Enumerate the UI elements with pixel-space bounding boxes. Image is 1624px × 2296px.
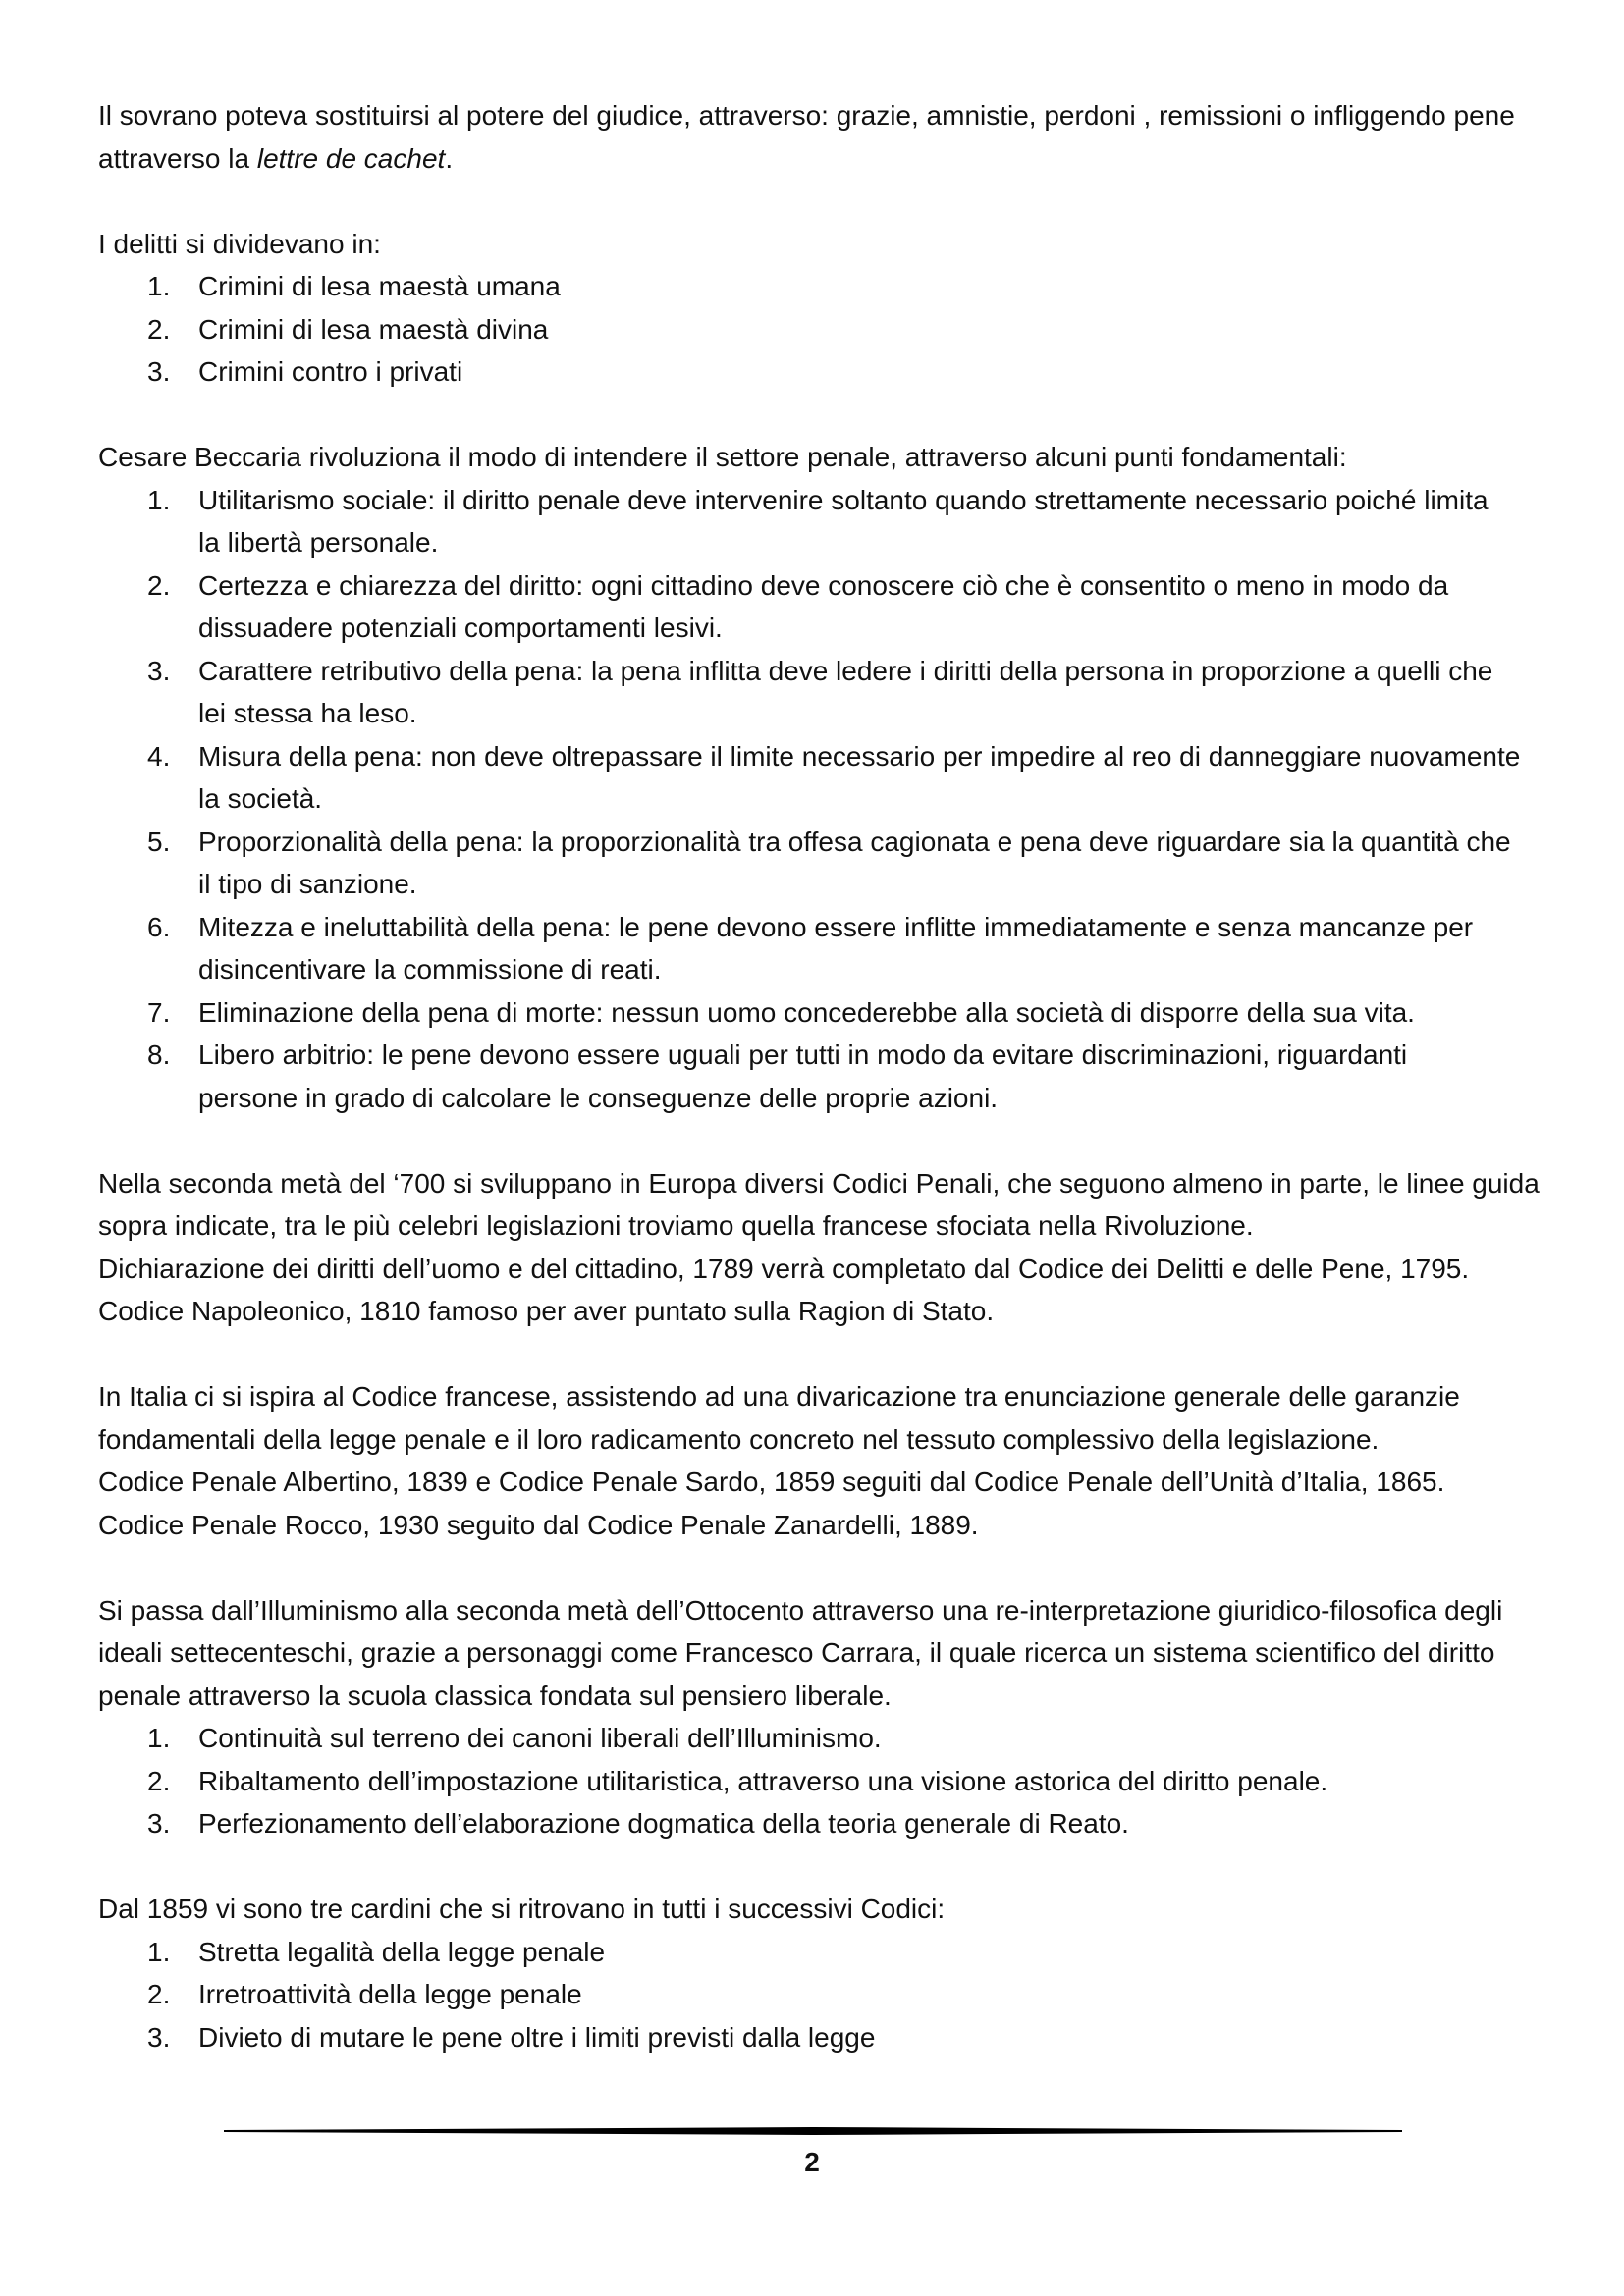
list-item (98, 821, 1542, 906)
intro-line-1: Il sovrano poteva sostituirsi al potere del giudice, attraverso: grazie, amnistie, perdoni , remissioni o infliggendo pene (98, 100, 1515, 131)
paragraph-line: Si passa dall’Illuminismo alla seconda metà dell’Ottocento attraverso una re-interpretazione giuridico-filosofica degli (98, 1594, 1503, 1626)
paragraph-line: fondamentali della legge penale e il loro radicamento concreto nel tessuto complessivo della legislazione. (98, 1423, 1380, 1455)
list-item-text: Mitezza e ineluttabilità della pena: le pene devono essere inflitte immediatamente e senza mancanze per (198, 911, 1474, 942)
list-item-text: Perfezionamento dell’elaborazione dogmatica della teoria generale di Reato. (198, 1808, 1129, 1839)
cardini-list (98, 1931, 1542, 2059)
intro-line-2-italic: lettre de cachet (256, 142, 446, 174)
beccaria-heading: Cesare Beccaria rivoluziona il modo di intendere il settore penale, attraverso alcuni punti fondamentali: (98, 442, 1347, 472)
footer-rule (224, 2127, 1402, 2135)
paragraph-gap (98, 180, 1542, 223)
paragraph-line: sopra indicate, tra le più celebri legislazioni troviamo quella francese sfociata nella Rivoluzione. (98, 1210, 1254, 1241)
list-item-text: la società. (198, 783, 323, 814)
carrara-paragraph (98, 1589, 1542, 1718)
list-item-text: Divieto di mutare le pene oltre i limiti previsti dalla legge (198, 2021, 876, 2053)
paragraph-gap (98, 394, 1542, 437)
europe-paragraph (98, 1162, 1542, 1333)
paragraph-gap (98, 1845, 1542, 1889)
list-item-number: 1. (147, 271, 171, 301)
list-item-text: Irretroattività della legge penale (198, 1979, 582, 2009)
list-item-number: 2. (147, 1979, 171, 2009)
paragraph-line: ideali settecenteschi, grazie a personaggi come Francesco Carrara, il quale ricerca un sistema scientifico del diritto (98, 1637, 1495, 1668)
list-item (98, 479, 1542, 564)
list-item-number: 7. (147, 996, 171, 1028)
intro-line-2-prefix: attraverso la (98, 142, 257, 174)
list-item-number: 3. (147, 655, 171, 686)
list-item-number: 3. (147, 356, 171, 387)
list-item-text: Proporzionalità della pena: la proporzionalità tra offesa cagionata e pena deve riguardare sia la quantità che (198, 826, 1511, 857)
list-item (98, 265, 1542, 308)
beccaria-list (98, 479, 1542, 1120)
list-item-text: Libero arbitrio: le pene devono essere uguali per tutti in modo da evitare discriminazioni, riguardanti (198, 1040, 1408, 1070)
list-item (98, 1760, 1542, 1803)
list-item (98, 991, 1542, 1035)
list-item-text: Eliminazione della pena di morte: nessun uomo concederebbe alla società di disporre della sua vita. (198, 996, 1415, 1028)
footer-rule-shape (224, 2127, 1402, 2135)
list-item-text: la libertà personale. (198, 527, 439, 558)
paragraph-line: Codice Napoleonico, 1810 famoso per aver puntato sulla Ragion di Stato. (98, 1296, 995, 1326)
intro-paragraph (98, 94, 1542, 180)
list-item-text: Crimini di lesa maestà umana (198, 271, 561, 301)
list-item-text: Continuità sul terreno dei canoni liberali dell’Illuminismo. (198, 1723, 882, 1753)
list-item-text: Crimini contro i privati (198, 356, 463, 387)
list-item-number: 3. (147, 1808, 171, 1839)
paragraph-line: Codice Penale Rocco, 1930 seguito dal Codice Penale Zanardelli, 1889. (98, 1509, 979, 1540)
crimes-heading: I delitti si dividevano in: (98, 228, 381, 259)
paragraph-line: In Italia ci si ispira al Codice francese, assistendo ad una divaricazione tra enunciazione generale delle garanzie (98, 1381, 1460, 1412)
list-item-number: 4. (147, 740, 171, 772)
list-item-text: dissuadere potenziali comportamenti lesivi. (198, 613, 723, 643)
list-item-number: 2. (147, 569, 171, 601)
list-item-number: 1. (147, 1723, 171, 1753)
page-number: 2 (804, 2147, 820, 2177)
list-item-text: Ribaltamento dell’impostazione utilitaristica, attraverso una visione astorica del diritto penale. (198, 1765, 1328, 1796)
list-item-number: 3. (147, 2021, 171, 2053)
list-item-number: 1. (147, 484, 171, 515)
list-item-text: Stretta legalità della legge penale (198, 1936, 606, 1967)
list-item (98, 1973, 1542, 2016)
italy-paragraph (98, 1375, 1542, 1546)
list-item (98, 350, 1542, 394)
list-item-number: 5. (147, 826, 171, 857)
list-item-text: disincentivare la commissione di reati. (198, 954, 662, 985)
list-item (98, 906, 1542, 991)
list-item (98, 564, 1542, 650)
paragraph-line: Codice Penale Albertino, 1839 e Codice Penale Sardo, 1859 seguiti dal Codice Penale dell’Unità d’Italia, 1865. (98, 1467, 1445, 1497)
carrara-list (98, 1717, 1542, 1845)
list-item-text: Certezza e chiarezza del diritto: ogni cittadino deve conoscere ciò che è consentito o meno in modo da (198, 569, 1449, 601)
paragraph-line: Dichiarazione dei diritti dell’uomo e del cittadino, 1789 verrà completato dal Codice dei Delitti e delle Pene, 1795. (98, 1253, 1470, 1284)
list-item (98, 650, 1542, 735)
paragraph-gap (98, 1119, 1542, 1162)
list-item-text: persone in grado di calcolare le conseguenze delle proprie azioni. (198, 1082, 999, 1113)
list-item-text: Crimini di lesa maestà divina (198, 313, 549, 345)
list-item (98, 1717, 1542, 1760)
list-item (98, 2016, 1542, 2059)
list-item-text: il tipo di sanzione. (198, 869, 417, 899)
list-item-number: 8. (147, 1040, 171, 1070)
crimes-list (98, 265, 1542, 394)
list-item-number: 2. (147, 313, 171, 345)
list-item-text: Carattere retributivo della pena: la pena inflitta deve ledere i diritti della persona in proporzione a quelli che (198, 655, 1493, 686)
paragraph-line: penale attraverso la scuola classica fondata sul pensiero liberale. (98, 1680, 892, 1711)
list-item (98, 1034, 1542, 1119)
list-item-text: lei stessa ha leso. (198, 698, 417, 728)
document-body (98, 94, 1542, 2058)
intro-line-2-suffix: . (445, 142, 454, 174)
list-item-number: 6. (147, 911, 171, 942)
list-item (98, 1802, 1542, 1845)
paragraph-gap (98, 1546, 1542, 1589)
list-item (98, 1931, 1542, 1974)
paragraph-gap (98, 1333, 1542, 1376)
cardini-heading: Dal 1859 vi sono tre cardini che si ritrovano in tutti i successivi Codici: (98, 1894, 946, 1924)
list-item-number: 2. (147, 1765, 171, 1796)
list-item-text: Misura della pena: non deve oltrepassare il limite necessario per impedire al reo di danneggiare nuovamente (198, 740, 1521, 772)
list-item (98, 735, 1542, 821)
list-item-text: Utilitarismo sociale: il diritto penale deve intervenire soltanto quando strettamente necessario poiché limita (198, 484, 1489, 515)
list-item (98, 308, 1542, 351)
paragraph-line: Nella seconda metà del ‘700 si sviluppano in Europa diversi Codici Penali, che seguono almeno in parte, le linee guida (98, 1167, 1540, 1199)
list-item-number: 1. (147, 1936, 171, 1967)
